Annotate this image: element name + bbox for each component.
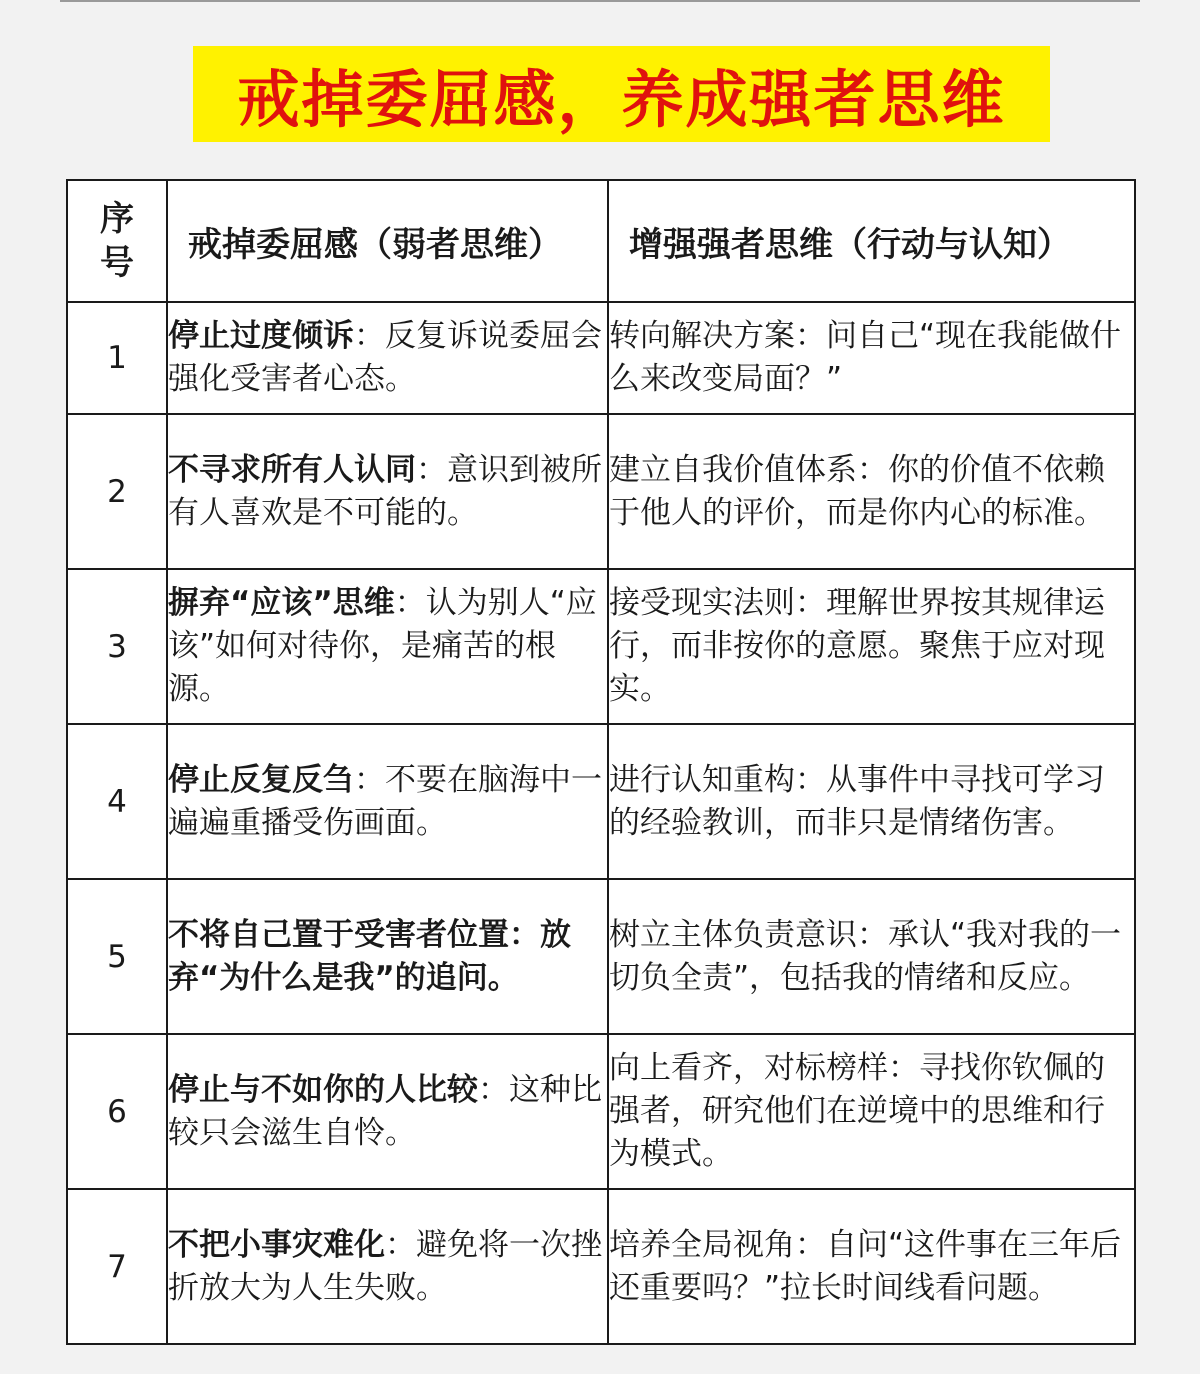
row-number: 3 — [67, 569, 167, 724]
weak-mindset-text: ：反复诉说委屈会强化受害者心态。 — [168, 318, 602, 397]
row-number: 2 — [67, 414, 167, 569]
weak-mindset-lead: 停止反复反刍 — [168, 761, 354, 798]
header-strong-mindset — [608, 180, 1135, 302]
strong-mindset-cell: 培养全局视角：自问“这件事在三年后还重要吗？”拉长时间线看问题。 — [608, 1189, 1135, 1344]
weak-mindset-lead: 不把小事灾难化 — [168, 1226, 385, 1263]
comparison-table — [66, 179, 1136, 1345]
table-header-row — [67, 180, 1135, 302]
strong-mindset-cell: 接受现实法则：理解世界按其规律运行，而非按你的意愿。聚焦于应对现实。 — [608, 569, 1135, 724]
weak-mindset-text: ：认为别人“应该”如何对待你，是痛苦的根源。 — [168, 585, 597, 707]
weak-mindset-cell — [167, 724, 608, 879]
row-number: 5 — [67, 879, 167, 1034]
weak-mindset-lead: 不寻求所有人认同 — [168, 451, 416, 488]
weak-mindset-lead: 不将自己置于受害者位置：放弃“为什么是我”的追问。 — [168, 916, 571, 996]
weak-mindset-cell — [167, 302, 608, 414]
weak-mindset-lead: 停止过度倾诉 — [168, 318, 354, 354]
top-divider — [60, 0, 1140, 2]
weak-mindset-cell — [167, 1034, 608, 1189]
row-number: 4 — [67, 724, 167, 879]
strong-mindset-cell: 转向解决方案：问自己“现在我能做什么来改变局面？” — [608, 302, 1135, 414]
weak-mindset-cell — [167, 414, 608, 569]
header-number — [67, 180, 167, 302]
weak-mindset-text: ：避免将一次挫折放大为人生失败。 — [168, 1226, 602, 1306]
strong-mindset-cell: 建立自我价值体系：你的价值不依赖于他人的评价，而是你内心的标准。 — [608, 414, 1135, 569]
row-number: 6 — [67, 1034, 167, 1189]
weak-mindset-text: ：这种比较只会滋生自怜。 — [168, 1071, 602, 1151]
header-weak-mindset-label: 戒掉委屈感（弱者思维） — [188, 224, 562, 265]
table-row — [67, 569, 1135, 724]
row-number: 1 — [67, 302, 167, 414]
strong-mindset-cell: 树立主体负责意识：承认“我对我的一切负全责”，包括我的情绪和反应。 — [608, 879, 1135, 1034]
weak-mindset-cell — [167, 569, 608, 724]
header-strong-mindset-label: 增强强者思维（行动与认知） — [629, 224, 1071, 265]
title-banner — [193, 46, 1050, 142]
table-row — [67, 302, 1135, 414]
weak-mindset-lead: 停止与不如你的人比较 — [168, 1071, 478, 1108]
header-number-line1: 序 — [100, 199, 134, 239]
strong-mindset-cell: 进行认知重构：从事件中寻找可学习的经验教训，而非只是情绪伤害。 — [608, 724, 1135, 879]
table-row — [67, 1189, 1135, 1344]
header-weak-mindset — [167, 180, 608, 302]
table-row — [67, 724, 1135, 879]
table-row — [67, 879, 1135, 1034]
table-row — [67, 1034, 1135, 1189]
weak-mindset-cell — [167, 1189, 608, 1344]
weak-mindset-lead: 摒弃“应该”思维 — [168, 585, 395, 621]
page-title: 戒掉委屈感，养成强者思维 — [237, 62, 1006, 136]
weak-mindset-cell — [167, 879, 608, 1034]
weak-mindset-text: ：意识到被所有人喜欢是不可能的。 — [168, 451, 602, 531]
table-row — [67, 414, 1135, 569]
row-number: 7 — [67, 1189, 167, 1344]
header-number-line2: 号 — [100, 243, 134, 283]
weak-mindset-text: ：不要在脑海中一遍遍重播受伤画面。 — [168, 761, 602, 841]
strong-mindset-cell: 向上看齐，对标榜样：寻找你钦佩的强者，研究他们在逆境中的思维和行为模式。 — [608, 1034, 1135, 1189]
